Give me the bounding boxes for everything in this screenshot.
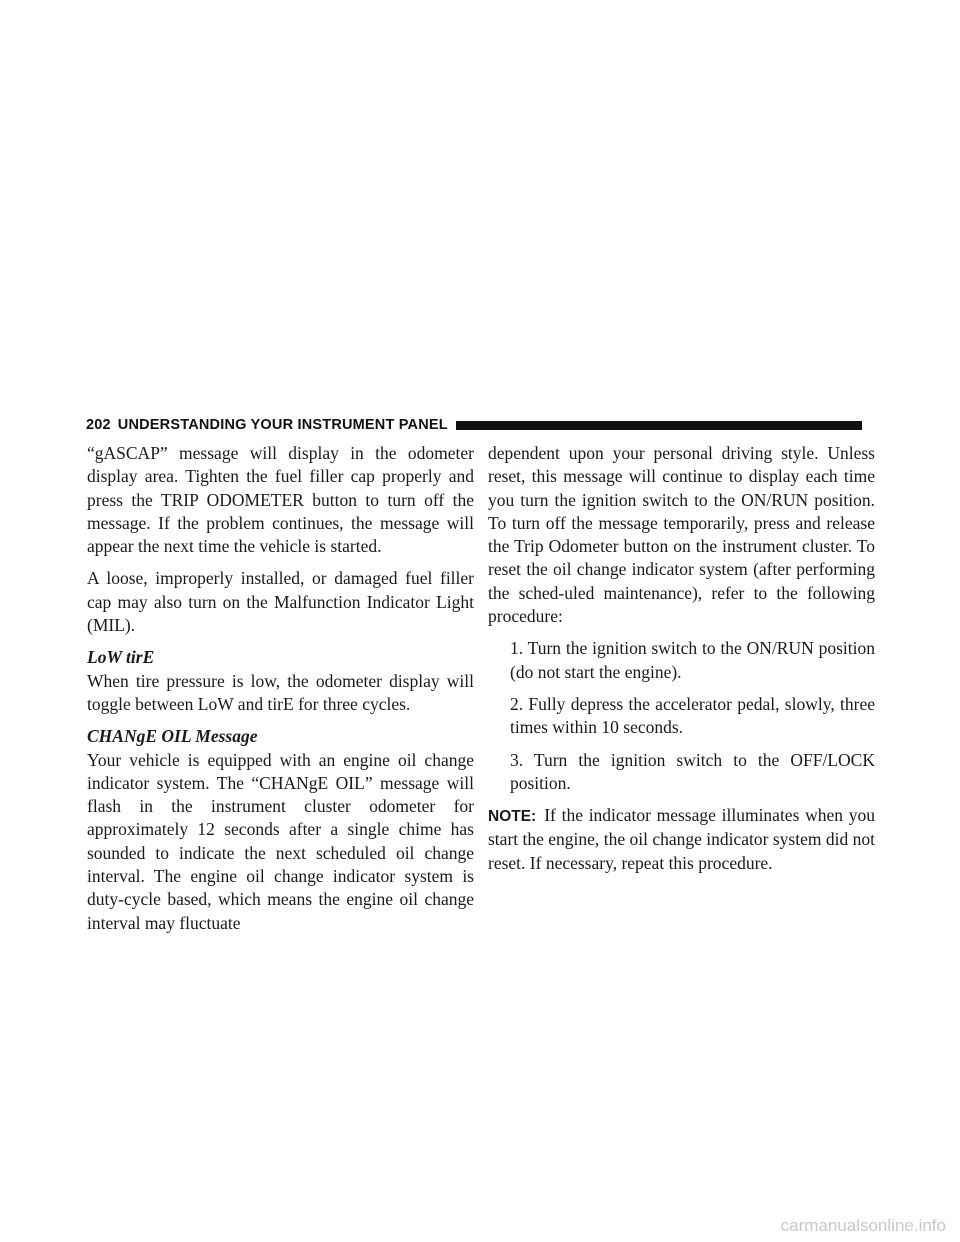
heading-low-tire: LoW tirE bbox=[87, 647, 155, 668]
paragraph-loose-cap: A loose, improperly installed, or damaged fuel filler cap may also turn on the Malfunction Indicator Light (MIL). bbox=[87, 568, 474, 636]
note-label: NOTE: bbox=[488, 808, 537, 826]
paragraph-low-tire: When tire pressure is low, the odometer display will toggle between LoW and tirE for three cycles. bbox=[87, 670, 474, 714]
header-rule bbox=[456, 421, 862, 430]
watermark: carmanualsonline.info bbox=[780, 1216, 946, 1235]
heading-change-oil: CHANgE OIL Message bbox=[87, 726, 258, 747]
section-title: UNDERSTANDING YOUR INSTRUMENT PANEL bbox=[117, 417, 448, 433]
right-column bbox=[488, 442, 875, 884]
paragraph-change-oil: Your vehicle is equipped with an engine oil change indicator system. The “CHANgE OIL” message will flash in the instrument cluster odometer for approximately 12 seconds after a single chime has sounded to indicate the next scheduled oil change interval. The engine oil change indicator system is duty-cycle based, which means the engine oil change interval may fluctuate bbox=[87, 749, 474, 933]
note-paragraph bbox=[488, 804, 875, 875]
left-column bbox=[87, 442, 474, 944]
paragraph-gascap: “gASCAP” message will display in the odometer display area. Tighten the fuel filler cap properly and press the TRIP ODOMETER button to turn off the message. If the problem continues, the message will appear the next time the vehicle is started. bbox=[87, 443, 474, 557]
paragraph-continued: dependent upon your personal driving style. Unless reset, this message will continue to display each time you turn the ignition switch to the ON/RUN position. To turn off the message temporarily, press and release the Trip Odometer button on the instrument cluster. To reset the oil change indicator system (after performing the sched-uled maintenance), refer to the following procedure: bbox=[488, 443, 875, 627]
note-text: If the indicator message illuminates when you start the engine, the oil change indicator system did not reset. If necessary, repeat this procedure. bbox=[488, 805, 875, 873]
page-header bbox=[86, 415, 862, 435]
procedure-steps bbox=[488, 637, 875, 795]
procedure-step: 2. Fully depress the accelerator pedal, slowly, three times within 10 seconds. bbox=[510, 693, 875, 738]
procedure-step: 1. Turn the ignition switch to the ON/RUN position (do not start the engine). bbox=[510, 638, 875, 682]
procedure-step: 3. Turn the ignition switch to the OFF/LOCK position. bbox=[510, 749, 875, 793]
page-number: 202 bbox=[86, 417, 111, 433]
